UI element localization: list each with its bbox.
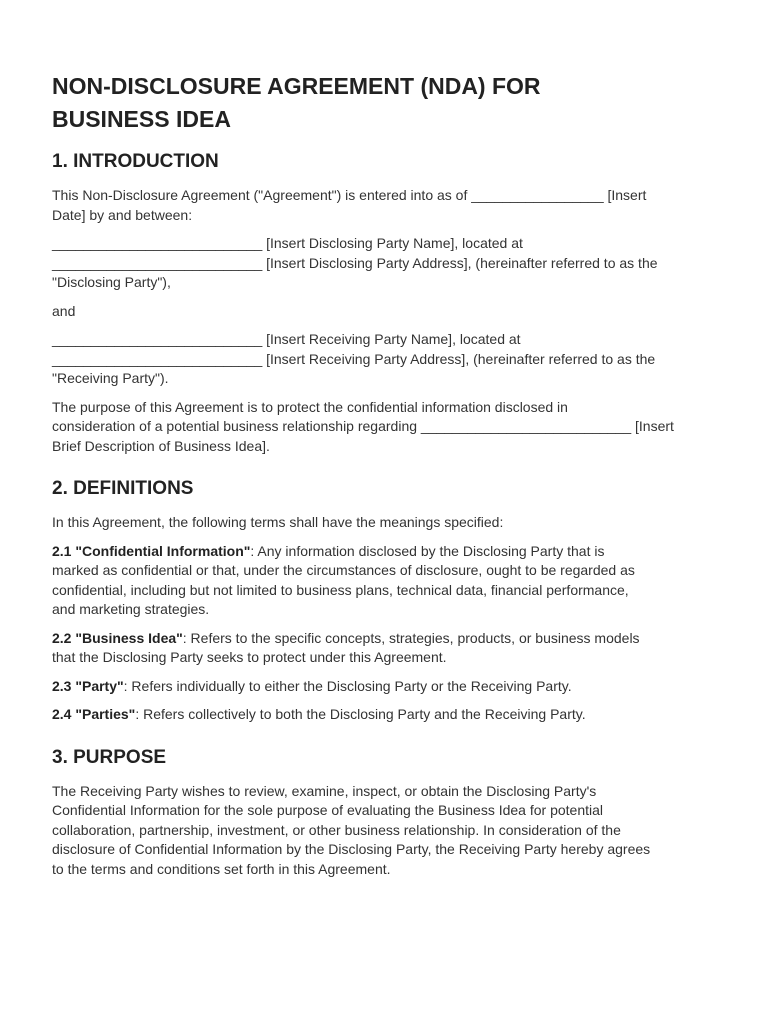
intro-p5-line-2: consideration of a potential business relationship regarding ___________________________ [Insert [52,418,674,434]
intro-p2-line-2: ___________________________ [Insert Disclosing Party Address], (hereinafter referred to as the [52,254,658,271]
document-title-line-2: BUSINESS IDEA [52,106,231,132]
definition-d3-line-1: : Refers individually to either the Disclosing Party or the Receiving Party. [123,677,572,694]
intro-paragraph-purpose [52,398,722,457]
intro-p2-line-1: ___________________________ [Insert Disclosing Party Name], located at [52,235,523,251]
section-heading-introduction: 1. INTRODUCTION [52,151,219,172]
definition-d1-line-1: : Any information disclosed by the Disclosing Party that is [250,542,605,559]
intro-p4-line-1: ___________________________ [Insert Receiving Party Name], located at [52,331,521,347]
definition-d2-line-1: : Refers to the specific concepts, strategies, products, or business models [182,629,640,646]
intro-p1-line-1: This Non-Disclosure Agreement ("Agreement") is entered into as of _________________ [Insert [52,187,647,203]
intro-p5-line-1: The purpose of this Agreement is to protect the confidential information disclosed in [52,398,568,415]
section-spacer [52,465,722,477]
definition-term: 2.2 "Business Idea" [52,629,183,646]
definitions-intro: In this Agreement, the following terms shall have the meanings specified: [52,514,504,530]
intro-paragraph-date [52,186,722,225]
definition-d1-line-3: confidential, including but not limited to business plans, technical data, financial performance, [52,581,629,598]
intro-paragraph-disclosing-party [52,234,722,293]
definition-parties [52,705,722,725]
section-heading-purpose: 3. PURPOSE [52,746,167,768]
section-purpose [52,746,722,880]
definition-d1-line-4: and marketing strategies. [52,601,210,617]
definition-confidential-information [52,542,722,620]
purpose-line-1: The Receiving Party wishes to review, examine, inspect, or obtain the Disclosing Party's [52,782,597,799]
section-heading-definitions: 2. DEFINITIONS [52,478,194,499]
definition-d1-line-2: marked as confidential or that, under the circumstances of disclosure, ought to be regarded as [52,562,635,578]
definition-term: 2.4 "Parties" [52,706,136,722]
definition-business-idea [52,629,722,668]
definition-term: 2.1 "Confidential Information" [52,542,251,559]
purpose-line-4: disclosure of Confidential Information by the Disclosing Party, the Receiving Party hereby agrees [52,841,651,857]
intro-p4-line-3: "Receiving Party"). [52,370,169,386]
document-title [52,70,722,136]
document-title-line-1: NON-DISCLOSURE AGREEMENT (NDA) FOR [52,73,541,99]
intro-paragraph-and: and [52,302,76,319]
intro-p4-line-2: ___________________________ [Insert Receiving Party Address], (hereinafter referred to as the [52,350,656,367]
section-definitions [52,477,722,725]
intro-p2-line-3: "Disclosing Party"), [52,274,171,290]
definition-party [52,677,722,697]
intro-p1-line-2: Date] by and between: [52,206,193,223]
definition-d2-line-2: that the Disclosing Party seeks to protect under this Agreement. [52,649,447,665]
purpose-paragraph [52,782,722,880]
section-spacer [52,734,722,746]
purpose-line-2: Confidential Information for the sole purpose of evaluating the Business Idea for potential [52,802,604,818]
intro-paragraph-receiving-party [52,330,722,389]
purpose-line-5: to the terms and conditions set forth in this Agreement. [52,860,391,877]
definition-term: 2.3 "Party" [52,677,124,694]
definition-d4-line-1: : Refers collectively to both the Disclosing Party and the Receiving Party. [135,706,586,722]
document-page [52,70,722,888]
intro-p5-line-3: Brief Description of Business Idea]. [52,437,270,454]
purpose-line-3: collaboration, partnership, investment, or other business relationship. In consideration of the [52,821,621,838]
section-introduction [52,150,722,456]
